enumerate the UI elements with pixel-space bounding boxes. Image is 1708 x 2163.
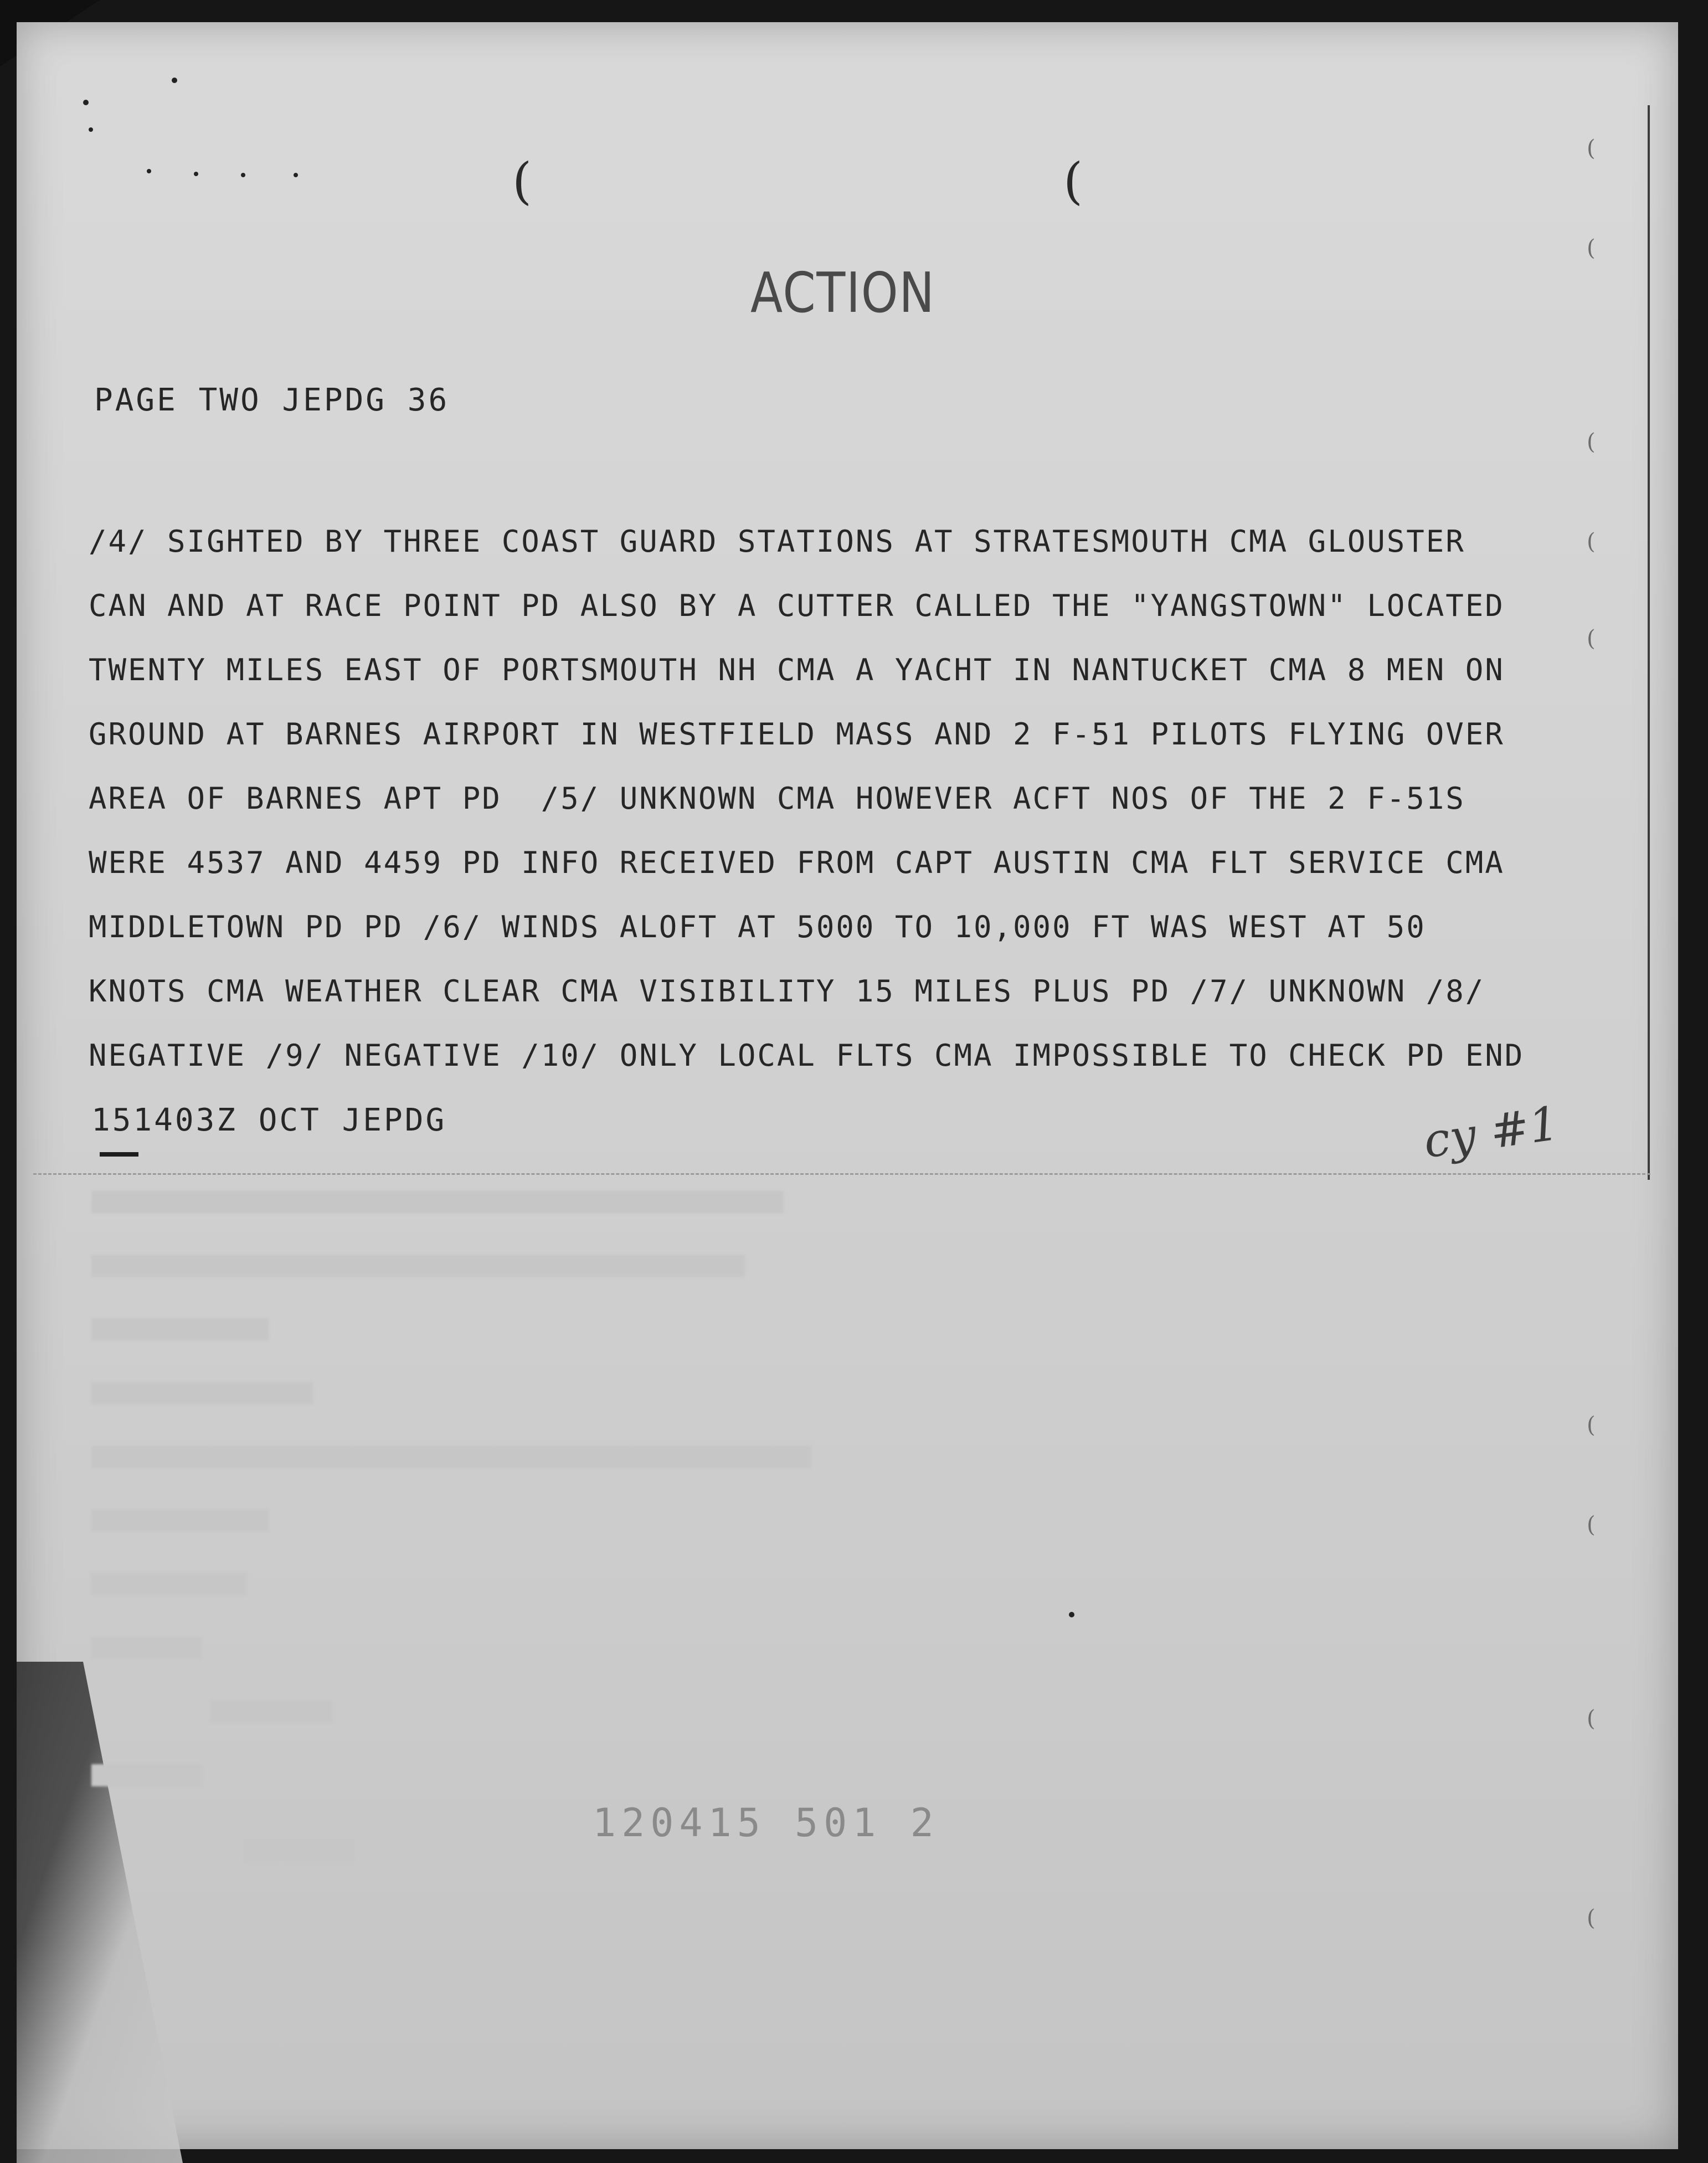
margin-tick-mark: ( — [1587, 1905, 1596, 1931]
margin-tick-mark: ( — [1587, 136, 1596, 161]
speck-mark — [89, 127, 93, 132]
body-line: MIDDLETOWN PD PD /6/ WINDS ALOFT AT 5000 TO 10,000 FT WAS WEST AT 50 — [89, 910, 1426, 944]
margin-tick-mark: ( — [1587, 529, 1596, 554]
message-body — [89, 510, 1551, 1088]
action-stamp: ACTION — [750, 260, 935, 325]
body-line: CAN AND AT RACE POINT PD ALSO BY A CUTTER CALLED THE "YANGSTOWN" LOCATED — [89, 588, 1505, 623]
margin-tick-mark: ( — [1587, 429, 1596, 455]
right-margin-rule — [1648, 105, 1650, 1180]
speck-mark — [194, 172, 198, 176]
binder-paren-right: ( — [1063, 152, 1083, 210]
speck-mark — [172, 78, 177, 83]
body-line: /4/ SIGHTED BY THREE COAST GUARD STATIONS AT STRATESMOUTH CMA GLOUSTER — [89, 524, 1465, 559]
faded-line — [91, 1573, 246, 1595]
message-footer: 151403Z OCT JEPDG — [91, 1102, 447, 1138]
speck-mark — [294, 173, 298, 177]
faded-line — [91, 1382, 313, 1404]
body-line: WERE 4537 AND 4459 PD INFO RECEIVED FROM CAPT AUSTIN CMA FLT SERVICE CMA — [89, 845, 1505, 880]
body-line: AREA OF BARNES APT PD /5/ UNKNOWN CMA HOWEVER ACFT NOS OF THE 2 F-51S — [89, 781, 1465, 816]
speck-mark — [241, 173, 245, 177]
speck-mark — [1069, 1612, 1074, 1617]
page-header: PAGE TWO JEPDG 36 — [94, 382, 450, 418]
body-line: KNOTS CMA WEATHER CLEAR CMA VISIBILITY 15 MILES PLUS PD /7/ UNKNOWN /8/ — [89, 974, 1485, 1009]
section-divider — [33, 1173, 1650, 1175]
faded-line — [210, 1700, 332, 1723]
faded-line — [244, 1839, 354, 1861]
faded-line — [91, 1764, 202, 1786]
margin-tick-mark: ( — [1587, 626, 1596, 651]
margin-tick-mark: ( — [1587, 1706, 1596, 1732]
body-line: TWENTY MILES EAST OF PORTSMOUTH NH CMA A YACHT IN NANTUCKET CMA 8 MEN ON — [89, 653, 1505, 687]
body-line: NEGATIVE /9/ NEGATIVE /10/ ONLY LOCAL FLTS CMA IMPOSSIBLE TO CHECK PD END — [89, 1038, 1525, 1073]
serial-number: 120415 501 2 — [593, 1800, 939, 1846]
margin-tick-mark: ( — [1587, 1412, 1596, 1438]
handwritten-note: cy #1 — [1420, 1096, 1562, 1169]
body-line: GROUND AT BARNES AIRPORT IN WESTFIELD MASS AND 2 F-51 PILOTS FLYING OVER — [89, 717, 1505, 752]
faded-line — [91, 1255, 745, 1277]
binder-paren-left: ( — [512, 152, 532, 210]
faded-line — [91, 1318, 269, 1340]
speck-mark — [147, 169, 151, 173]
faded-line — [91, 1637, 202, 1659]
margin-tick-mark: ( — [1587, 235, 1596, 261]
faded-line — [91, 1446, 811, 1468]
faded-line — [91, 1191, 784, 1213]
speck-mark — [83, 100, 89, 105]
margin-tick-mark: ( — [1587, 1512, 1596, 1538]
faded-line — [91, 1509, 269, 1532]
underline-mark — [100, 1152, 138, 1157]
